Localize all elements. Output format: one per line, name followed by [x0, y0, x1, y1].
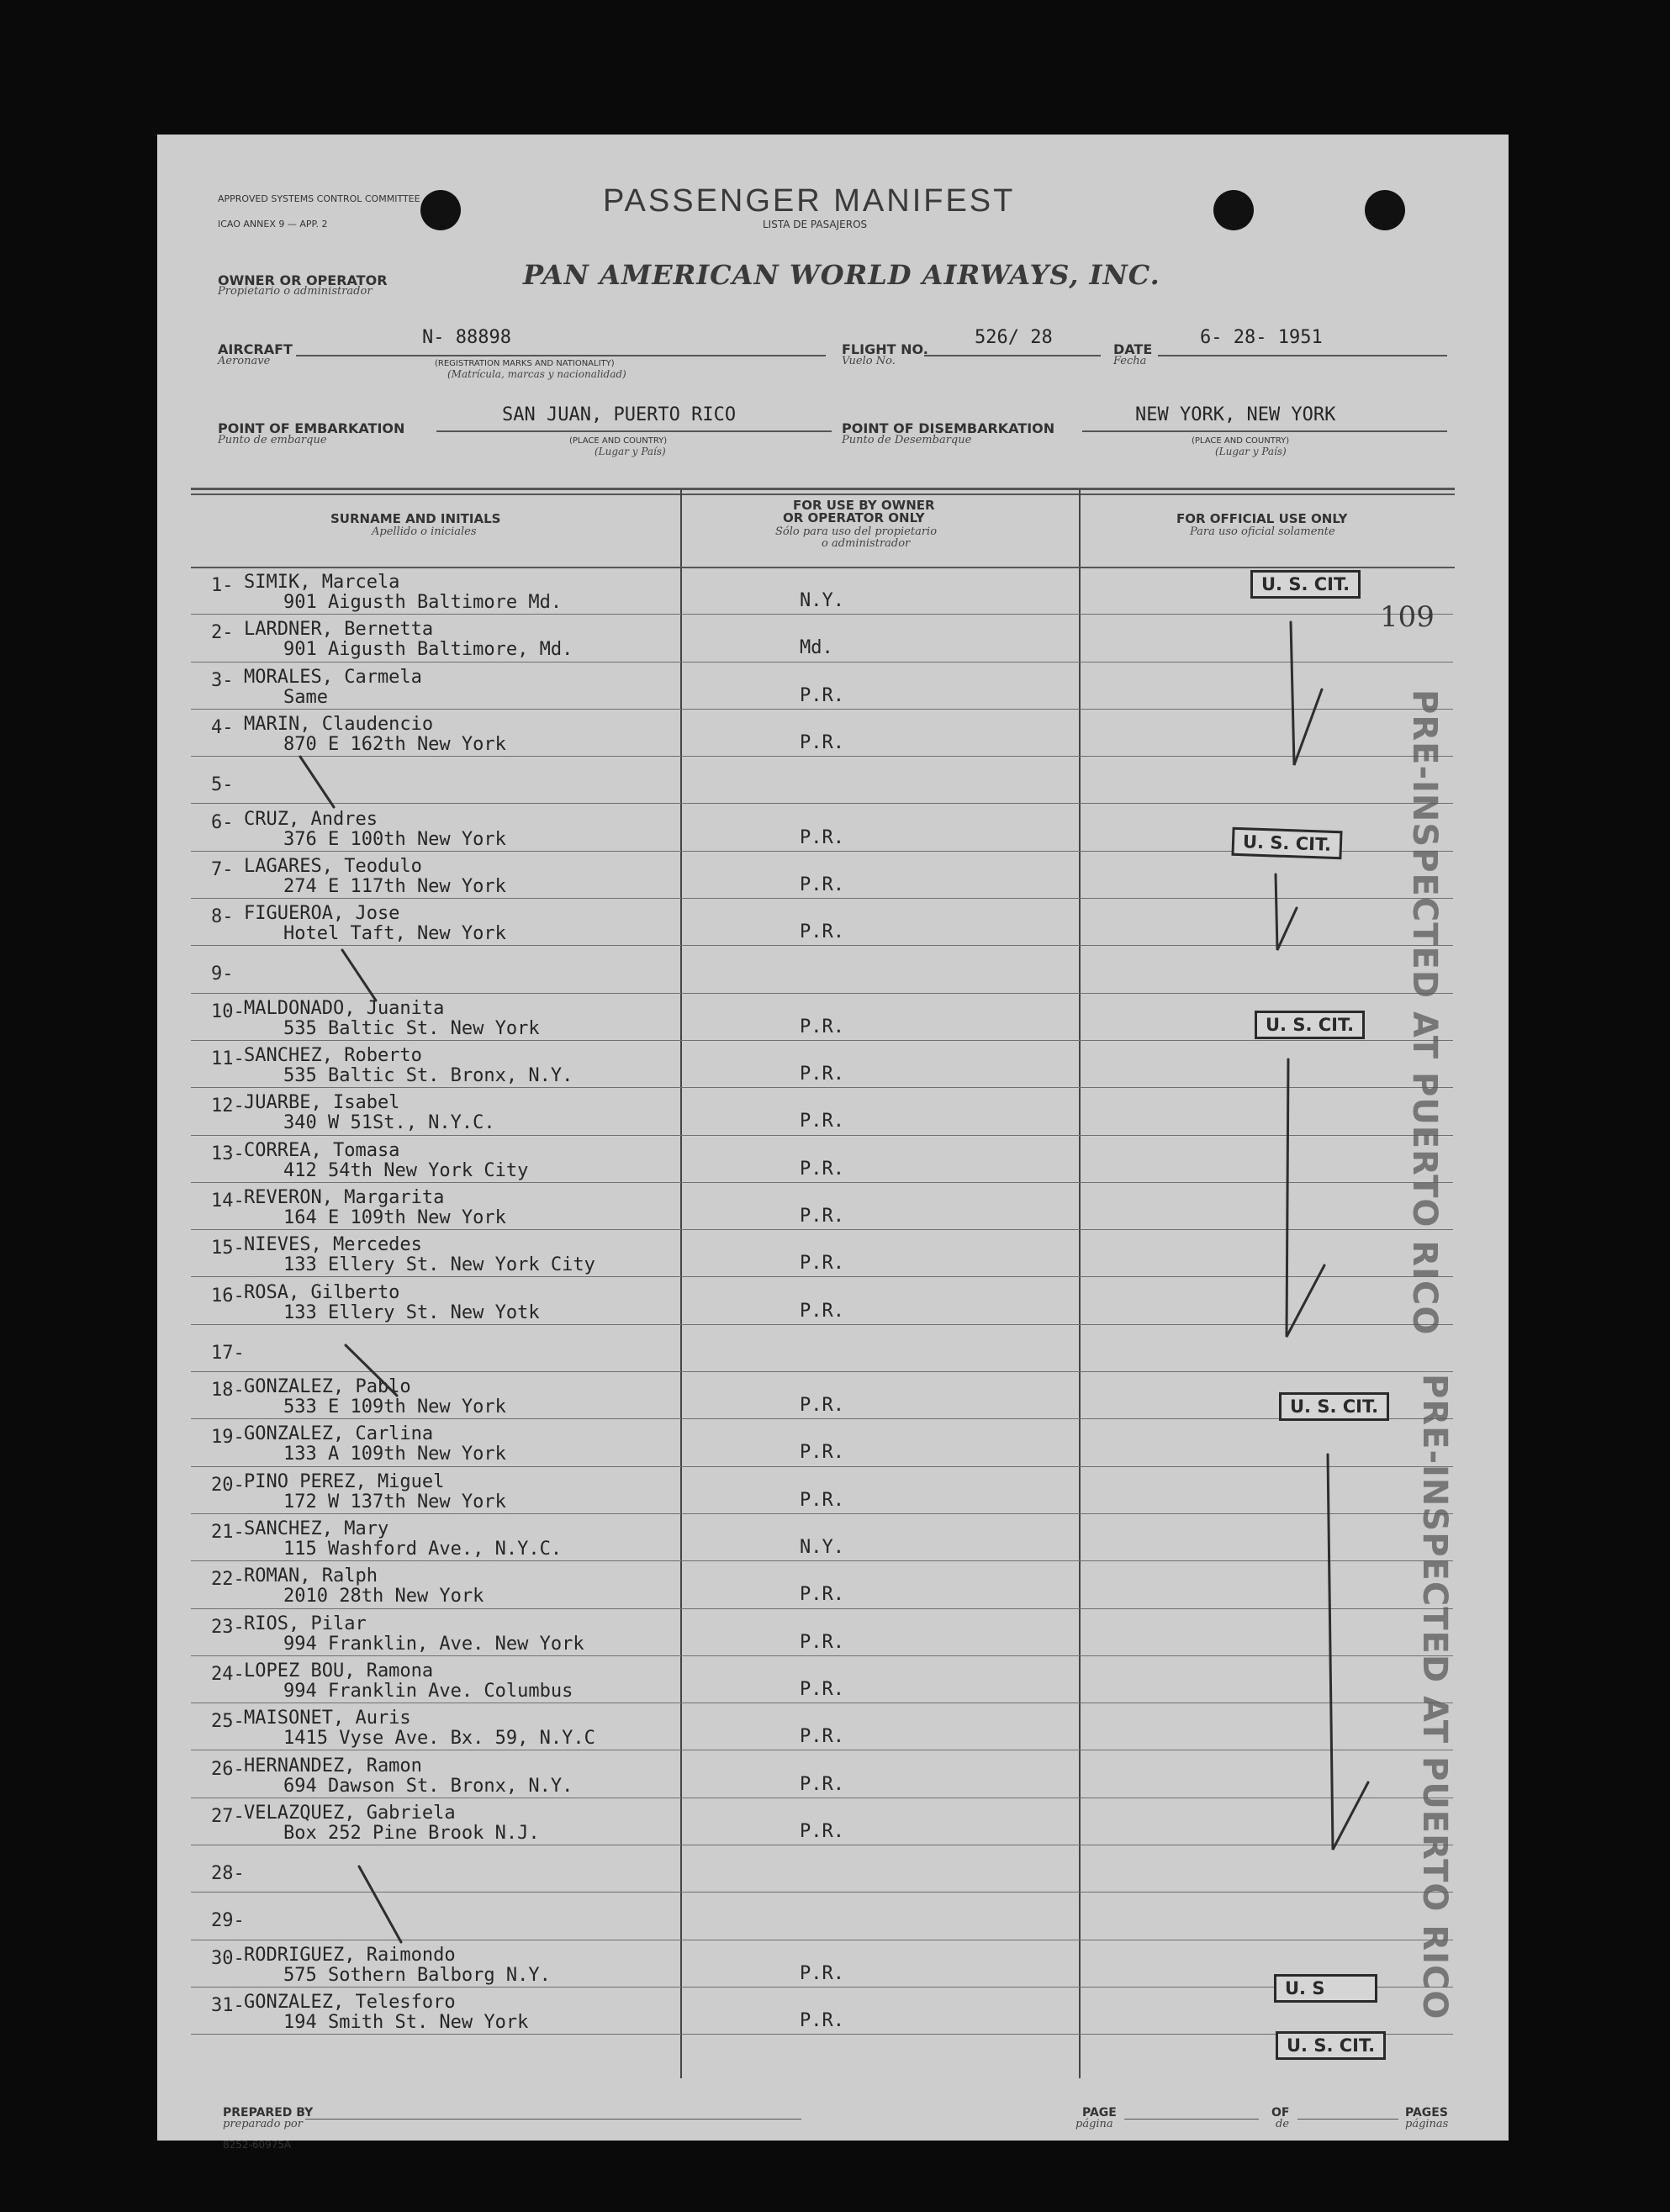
us-citizen-stamp: U. S. CIT. — [1276, 2031, 1386, 2060]
embark-label-es: Punto de embarque — [218, 434, 327, 446]
check-mark — [1287, 1059, 1324, 1337]
page-title: PASSENGER MANIFEST — [603, 183, 1016, 219]
disembark-label: POINT OF DISEMBARKATION — [842, 420, 1055, 436]
passenger-name: MORALES, Carmela — [244, 666, 422, 688]
origin-code: P.R. — [800, 1442, 844, 1464]
passenger-address: 115 Washford Ave., N.Y.C. — [283, 1539, 563, 1560]
col-surname-header-es: Apellido o iniciales — [372, 525, 477, 538]
passenger-address: 133 Ellery St. New York City — [283, 1254, 595, 1276]
passenger-address: 575 Sothern Balborg N.Y. — [283, 1964, 551, 1986]
origin-code: P.R. — [800, 1962, 844, 1984]
row-number: 28- — [211, 1863, 245, 1885]
preinspected-stamp-lower: PRE-INSPECTED AT PUERTO RICO — [1415, 1374, 1454, 2020]
aircraft-value: N- 88898 — [422, 327, 511, 348]
row-number: 14- — [211, 1190, 245, 1212]
date-label-es: Fecha — [1113, 355, 1147, 367]
manifest-sheet — [157, 135, 1509, 2151]
date-label: DATE — [1113, 341, 1153, 357]
passenger-name: JUARBE, Isabel — [244, 1092, 400, 1114]
passenger-address: 194 Smith St. New York — [283, 2012, 529, 2033]
passenger-name: MARIN, Claudencio — [244, 713, 434, 735]
origin-code: P.R. — [800, 684, 844, 706]
origin-code: P.R. — [800, 826, 844, 848]
passenger-name: CRUZ, Andres — [244, 808, 378, 830]
origin-code: P.R. — [800, 1678, 844, 1700]
origin-code: P.R. — [800, 1820, 844, 1842]
disembarkation-value: NEW YORK, NEW YORK — [1135, 404, 1336, 425]
row-number: 25- — [211, 1711, 245, 1733]
origin-code: N.Y. — [800, 1537, 844, 1558]
origin-code: P.R. — [800, 1584, 844, 1606]
row-number: 29- — [211, 1910, 245, 1932]
passenger-address: 901 Aigusth Baltimore Md. — [283, 592, 563, 613]
col-official-header-es: Para uso oficial solamente — [1190, 525, 1335, 538]
origin-code: P.R. — [800, 1158, 844, 1180]
strike-line — [346, 1345, 397, 1396]
origin-code: N.Y. — [800, 590, 844, 611]
row-number: 19- — [211, 1427, 245, 1449]
origin-code: P.R. — [800, 921, 844, 943]
passenger-address: 901 Aigusth Baltimore, Md. — [283, 639, 573, 661]
col-surname-header: SURNAME AND INITIALS — [330, 511, 501, 526]
row-number: 20- — [211, 1474, 245, 1496]
of-label: OF — [1271, 2106, 1290, 2120]
passenger-name: ROSA, Gilberto — [244, 1281, 400, 1303]
aircraft-label-es: Aeronave — [218, 355, 271, 367]
passenger-name: LOPEZ BOU, Ramona — [244, 1660, 434, 1681]
origin-code: P.R. — [800, 1205, 844, 1227]
col-official-header: FOR OFFICIAL USE ONLY — [1176, 511, 1348, 526]
check-mark — [1328, 1454, 1368, 1850]
row-number: 11- — [211, 1048, 245, 1069]
row-number: 1- — [211, 575, 234, 596]
embark-place-note-es: (Lugar y País) — [595, 446, 666, 457]
row-number: 8- — [211, 906, 234, 928]
strike-line — [342, 950, 376, 1000]
origin-code: P.R. — [800, 731, 844, 753]
disembark-label-es: Punto de Desembarque — [842, 434, 972, 446]
passenger-address: 133 A 109th New York — [283, 1444, 506, 1465]
origin-code: P.R. — [800, 1773, 844, 1795]
pen-marks — [157, 135, 1509, 2141]
embark-label: POINT OF EMBARKATION — [218, 420, 405, 436]
row-number: 23- — [211, 1616, 245, 1638]
passenger-address: 412 54th New York City — [283, 1159, 529, 1181]
operator-name: PAN AMERICAN WORLD AIRWAYS, INC. — [523, 259, 1160, 291]
of-line — [1297, 2119, 1398, 2120]
date-value: 6- 28- 1951 — [1200, 327, 1323, 348]
passenger-name: VELAZQUEZ, Gabriela — [244, 1802, 456, 1824]
passenger-name: GONZALEZ, Pablo — [244, 1376, 411, 1398]
passenger-name: CORREA, Tomasa — [244, 1139, 400, 1161]
page-label: PAGE — [1082, 2106, 1117, 2120]
aircraft-note-es: (Matrícula, marcas y nacionalidad) — [447, 368, 626, 380]
col-owner-header-es-1: Sólo para uso del propietario — [775, 525, 938, 538]
origin-code: P.R. — [800, 1064, 844, 1085]
passenger-name: NIEVES, Mercedes — [244, 1234, 422, 1256]
strike-line — [300, 757, 334, 807]
pages-label-es: páginas — [1405, 2118, 1449, 2130]
flight-label-es: Vuelo No. — [842, 355, 896, 367]
origin-code: P.R. — [800, 1395, 844, 1417]
us-citizen-stamp: U. S. CIT. — [1255, 1011, 1365, 1039]
owner-label: OWNER OR OPERATOR — [218, 272, 388, 288]
passenger-address: 164 E 109th New York — [283, 1206, 506, 1228]
row-number: 18- — [211, 1380, 245, 1402]
row-number: 10- — [211, 1000, 245, 1022]
page-line — [1124, 2119, 1259, 2120]
passenger-address: 274 E 117th New York — [283, 875, 506, 897]
aircraft-label: AIRCRAFT — [218, 341, 293, 357]
disembark-place-note-es: (Lugar y País) — [1215, 446, 1287, 457]
passenger-name: SANCHEZ, Roberto — [244, 1045, 422, 1066]
passenger-address: 994 Franklin, Ave. New York — [283, 1633, 584, 1655]
origin-code: P.R. — [800, 1016, 844, 1037]
form-number: 8252-60975A — [223, 2139, 292, 2151]
strike-line — [359, 1866, 401, 1942]
passenger-name: MAISONET, Auris — [244, 1708, 411, 1729]
of-label-es: de — [1276, 2118, 1290, 2130]
passenger-address: 340 W 51St., N.Y.C. — [283, 1112, 495, 1134]
us-citizen-stamp: U. S. CIT. — [1231, 827, 1342, 860]
passenger-name: LAGARES, Teodulo — [244, 855, 422, 877]
row-number: 17- — [211, 1342, 245, 1364]
row-number: 30- — [211, 1947, 245, 1969]
passenger-name: GONZALEZ, Carlina — [244, 1423, 434, 1445]
check-mark — [1291, 622, 1322, 765]
us-citizen-stamp-partial: U. S — [1274, 1974, 1377, 2003]
page-subtitle: LISTA DE PASAJEROS — [763, 219, 868, 230]
row-number: 4- — [211, 716, 234, 738]
passenger-address: 535 Baltic St. New York — [283, 1017, 540, 1039]
col-owner-header-1: FOR USE BY OWNER — [793, 498, 935, 513]
row-number: 15- — [211, 1238, 245, 1259]
passenger-address: 172 W 137th New York — [283, 1491, 506, 1513]
flight-value: 526/ 28 — [975, 327, 1053, 348]
prepared-line — [305, 2119, 801, 2120]
flight-label: FLIGHT NO. — [842, 341, 928, 357]
origin-code: Md. — [800, 637, 833, 659]
origin-code: P.R. — [800, 1253, 844, 1275]
embark-place-note: (PLACE AND COUNTRY) — [569, 436, 668, 446]
origin-code: P.R. — [800, 1726, 844, 1748]
origin-code: P.R. — [800, 2010, 844, 2031]
passenger-name: SANCHEZ, Mary — [244, 1518, 389, 1539]
check-mark — [1276, 874, 1297, 950]
passenger-address: 535 Baltic St. Bronx, N.Y. — [283, 1065, 573, 1086]
row-number: 16- — [211, 1285, 245, 1307]
passenger-name: GONZALEZ, Telesforo — [244, 1992, 456, 2013]
disembark-place-note: (PLACE AND COUNTRY) — [1192, 436, 1290, 446]
row-number: 22- — [211, 1569, 245, 1591]
col-owner-header-2: OR OPERATOR ONLY — [783, 510, 925, 525]
row-number: 7- — [211, 858, 234, 880]
passenger-name: SIMIK, Marcela — [244, 572, 400, 593]
row-number: 2- — [211, 622, 234, 644]
passenger-address: 133 Ellery St. New Yotk — [283, 1301, 540, 1323]
row-number: 26- — [211, 1758, 245, 1780]
preinspected-stamp-upper: PRE-INSPECTED AT PUERTO RICO — [1405, 689, 1444, 1336]
row-number: 21- — [211, 1522, 245, 1543]
origin-code: P.R. — [800, 1631, 844, 1653]
passenger-name: ROMAN, Ralph — [244, 1565, 378, 1587]
us-citizen-stamp: U. S. CIT. — [1250, 570, 1361, 599]
passenger-name: PINO PEREZ, Miguel — [244, 1470, 445, 1492]
row-number: 5- — [211, 774, 234, 796]
page-label-es: página — [1075, 2118, 1113, 2130]
row-number: 31- — [211, 1995, 245, 2016]
passenger-address: 994 Franklin Ave. Columbus — [283, 1680, 573, 1702]
pages-label: PAGES — [1405, 2106, 1448, 2120]
passenger-address: 533 E 109th New York — [283, 1396, 506, 1418]
passenger-name: RIOS, Pilar — [244, 1613, 367, 1634]
row-number: 24- — [211, 1663, 245, 1685]
prepared-label: PREPARED BY — [223, 2106, 314, 2120]
passenger-address: 2010 28th New York — [283, 1586, 484, 1608]
us-citizen-stamp: U. S. CIT. — [1279, 1392, 1389, 1421]
passenger-address: 694 Dawson St. Bronx, N.Y. — [283, 1775, 573, 1797]
row-number: 13- — [211, 1143, 245, 1164]
passenger-address: Same — [283, 686, 328, 708]
passenger-address: Hotel Taft, New York — [283, 923, 506, 945]
origin-code: P.R. — [800, 1489, 844, 1511]
row-number: 27- — [211, 1805, 245, 1827]
passenger-address: 870 E 162th New York — [283, 733, 506, 755]
approval-line-1: APPROVED SYSTEMS CONTROL COMMITTEE — [218, 193, 420, 204]
passenger-name: REVERON, Margarita — [244, 1186, 445, 1208]
approval-line-2: ICAO ANNEX 9 — APP. 2 — [218, 219, 328, 230]
col-owner-header-es-2: o administrador — [822, 537, 911, 550]
origin-code: P.R. — [800, 1111, 844, 1132]
row-number: 12- — [211, 1095, 245, 1117]
row-number: 6- — [211, 811, 234, 833]
passenger-name: RODRIGUEZ, Raimondo — [244, 1944, 456, 1966]
aircraft-note: (REGISTRATION MARKS AND NATIONALITY) — [435, 359, 615, 368]
embarkation-value: SAN JUAN, PUERTO RICO — [502, 404, 737, 425]
row-number: 3- — [211, 669, 234, 691]
passenger-name: FIGUEROA, Jose — [244, 903, 400, 925]
row-number: 9- — [211, 963, 234, 985]
owner-label-es: Propietario o administrador — [218, 285, 373, 298]
passenger-address: 376 E 100th New York — [283, 828, 506, 850]
passenger-address: Box 252 Pine Brook N.J. — [283, 1822, 540, 1844]
origin-code: P.R. — [800, 1300, 844, 1322]
passenger-address: 1415 Vyse Ave. Bx. 59, N.Y.C — [283, 1728, 595, 1750]
prepared-label-es: preparado por — [223, 2118, 303, 2130]
origin-code: P.R. — [800, 874, 844, 895]
passenger-name: LARDNER, Bernetta — [244, 619, 434, 641]
passenger-name: MALDONADO, Juanita — [244, 997, 445, 1019]
passenger-name: HERNANDEZ, Ramon — [244, 1755, 422, 1776]
handwritten-count: 109 — [1380, 600, 1435, 634]
